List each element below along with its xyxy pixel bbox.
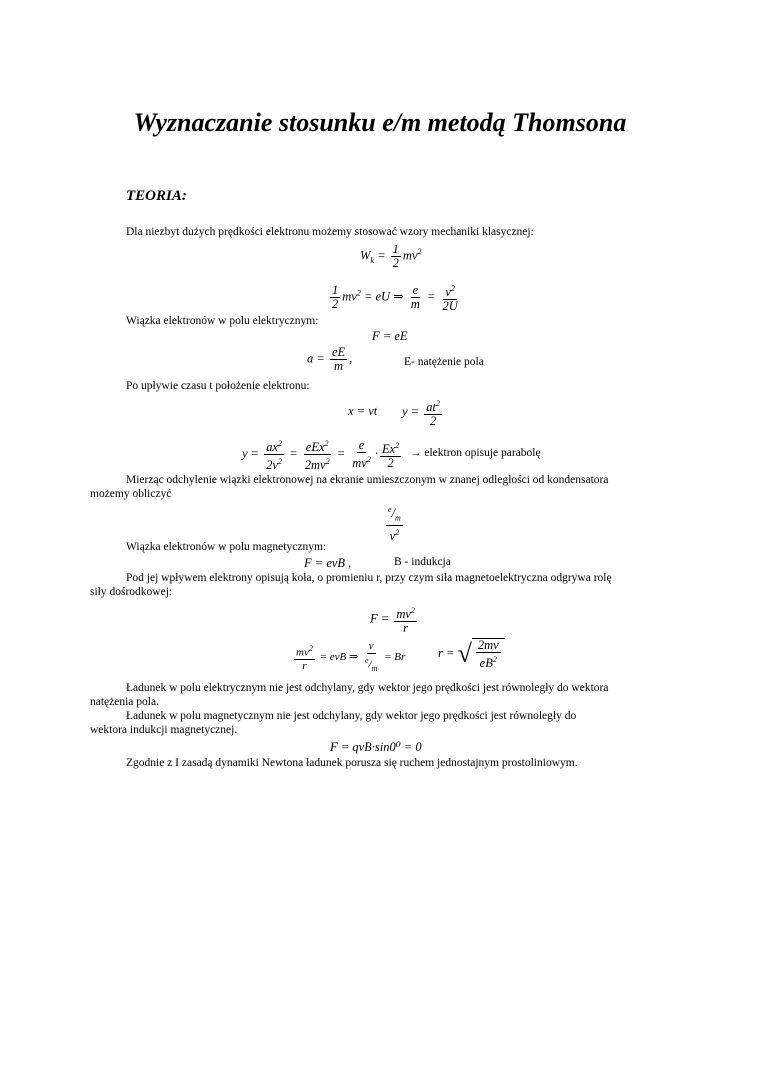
centripetal-force-formula: F = $\frac{mv^2}{r}$ (370, 606, 415, 636)
magnetic-force-formula: F = evB , (304, 556, 352, 570)
zero-force-formula: F = qvB·sin0⁰ = 0 (330, 740, 422, 754)
intro-text: Dla niezbyt dużych prędkości elektronu możemy stosować wzory mechaniki klasycznej: (126, 226, 534, 238)
kinetic-energy-formula: $W_k$ = $\frac{1}{2}$ $mv^2$ (360, 242, 422, 270)
position-y-formula: y = $\frac{at^2}{2}$ (402, 399, 440, 429)
circular-motion-text-line2: siły dośrodkowej: (90, 586, 173, 598)
parabola-note: → elektron opisuje parabolę (410, 447, 541, 459)
circular-motion-text-line1: Pod jej wpływem elektrony opisują koła, o promieniu r, przy czym siła magnetoelektryczna odgrywa rolę (126, 572, 612, 584)
parabola-note-text: elektron opisuje parabolę (424, 447, 541, 459)
field-strength-note: E- natężenie pola (404, 356, 484, 368)
induction-note: B - indukcja (394, 556, 451, 568)
magnetic-no-deflection-line1: Ładunek w polu magnetycznym nie jest odchylany, gdy wektor jego prędkości jest równoległy do (126, 710, 577, 722)
deflection-text-line1: Mierząc odchylenie wiązki elektronowej na ekranie umieszczonym w znanej odległości od kondensatora (126, 474, 609, 486)
radius-formula: r = √ $\frac{2mv}{eB^2}$ (438, 638, 505, 670)
acceleration-formula: a = $\frac{eE}{m}$ , (307, 345, 353, 373)
electric-field-text: Wiązka elektronów w polu elektrycznym: (126, 315, 319, 327)
energy-balance-formula: $\frac{1}{2}$ $mv^2$ = eU ⇒ $\frac{e}{m}$ = $\frac{v^2}{2U}$ (332, 283, 458, 314)
electric-force-formula: F = eE (372, 329, 408, 343)
section-heading: TEORIA: (126, 188, 187, 204)
deflection-text-line2: możemy obliczyć (90, 488, 172, 500)
magnetic-field-text: Wiązka elektronów w polu magnetycznym: (126, 541, 327, 553)
electric-no-deflection-line2: natężenia pola. (90, 696, 159, 708)
electric-no-deflection-line1: Ładunek w polu elektrycznym nie jest odchylany, gdy wektor jego prędkości jest równoległy do wektora (126, 682, 609, 694)
newton-law-text: Zgodnie z I zasadą dynamiki Newtona ładunek porusza się ruchem jednostajnym prostoliniowym. (126, 757, 578, 769)
radius-derivation-formula: $\frac{mv^2}{r}$ = evB ⇒ $\frac{v}{^e/_m}$ = Br (296, 640, 406, 673)
position-x-formula: x = vt (348, 404, 378, 418)
page-title: Wyznaczanie stosunku e/m metodą Thomsona (133, 108, 627, 137)
ratio-over-velocity-formula: $\frac{^e/_m}{v^2}$ (388, 505, 401, 543)
trajectory-formula: y = $\frac{ax^2}{2v^2}$ = $\frac{eEx^2}{2mv^2}$ = $\frac{e}{mv^2}$ · $\frac{Ex^2}{2}$ (242, 438, 400, 473)
magnetic-no-deflection-line2: wektora indukcji magnetycznej. (90, 724, 238, 736)
position-text: Po upływie czasu t położenie elektronu: (126, 380, 310, 392)
